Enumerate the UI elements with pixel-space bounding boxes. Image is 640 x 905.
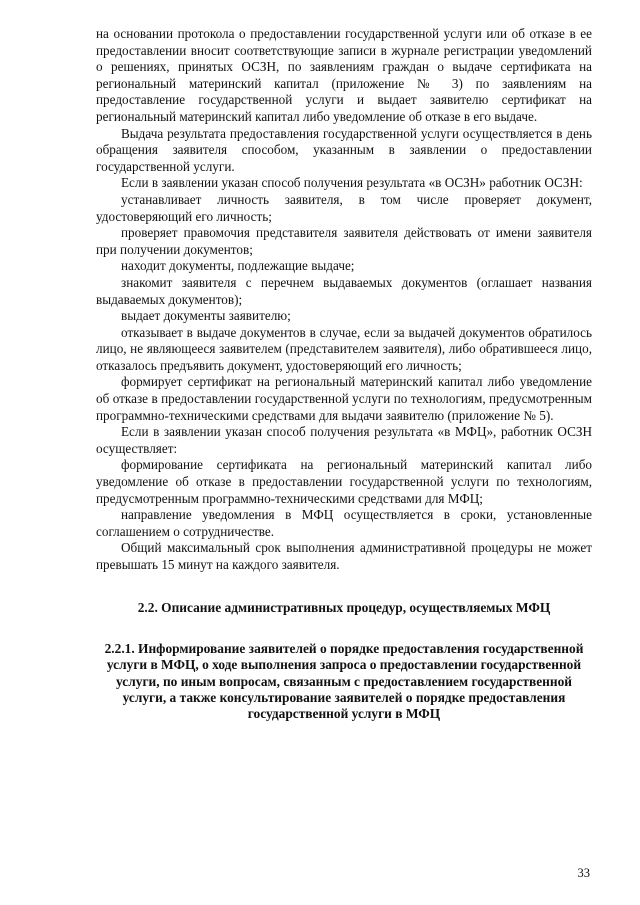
paragraph-10: формирует сертификат на региональный материнский капитал либо уведомление об отказе в предоставлении государственной услуги по технологиям, предусмотренным программно-техническими средствами для выдачи заявителю (приложение № 5). bbox=[96, 374, 592, 423]
document-body bbox=[96, 26, 592, 722]
page-number: 33 bbox=[577, 866, 590, 880]
paragraph-2: Выдача результата предоставления государственной услуги осуществляется в день обращения заявителя способом, указанным в заявлении о предоставлении государственной услуги. bbox=[96, 125, 592, 174]
paragraph-12: формирование сертификата на региональный материнский капитал либо уведомление об отказе в предоставлении государственной услуги по технологиям, предусмотренным программно-техническими средствами для МФЦ; bbox=[96, 457, 592, 506]
paragraph-4: устанавливает личность заявителя, в том числе проверяет документ, удостоверяющий его личность; bbox=[96, 191, 592, 224]
paragraph-13: направление уведомления в МФЦ осуществляется в сроки, установленные соглашением о сотрудничестве. bbox=[96, 507, 592, 539]
subsection-heading: 2.2.1. Информирование заявителей о порядке предоставления государственной услуги в МФЦ, о ходе выполнения запроса о предоставлении государственной услуги, по иным вопросам, связанным с предоставлением государственной услуги, а также консультирование заявителей о порядке предоставления государственной услуги в МФЦ bbox=[104, 641, 584, 721]
paragraph-9: отказывает в выдаче документов в случае, если за выдачей документов обратилось лицо, не являющееся заявителем (представителем заявителя), либо обратившееся лицо, отказалось предъявить документ, удостоверяющий его личность; bbox=[96, 324, 592, 373]
paragraph-11: Если в заявлении указан способ получения результата «в МФЦ», работник ОСЗН осуществляет: bbox=[96, 424, 592, 456]
paragraph-6: находит документы, подлежащие выдаче; bbox=[121, 258, 355, 274]
paragraph-5: проверяет правомочия представителя заявителя действовать от имени заявителя при получении документов; bbox=[96, 225, 592, 257]
paragraph-7: знакомит заявителя с перечнем выдаваемых документов (оглашает названия выдаваемых документов); bbox=[96, 274, 592, 307]
paragraph-1: на основании протокола о предоставлении государственной услуги или об отказе в ее предоставлении вносит соответствующие записи в журнале регистрации уведомлений о решениях, принятых ОСЗН, по заявлениям граждан о выдаче сертификата на региональный материнский капитал (приложение № 3) по заявлениям на предоставление государственной услуги и выдает заявителю сертификат на региональный материнский капитал либо уведомление об отказе в его выдаче. bbox=[96, 26, 592, 124]
paragraph-8: выдает документы заявителю; bbox=[121, 308, 291, 324]
paragraph-3: Если в заявлении указан способ получения результата «в ОСЗН» работник ОСЗН: bbox=[121, 175, 583, 191]
section-heading: 2.2. Описание административных процедур, осуществляемых МФЦ bbox=[137, 599, 551, 615]
paragraph-14: Общий максимальный срок выполнения административной процедуры не может превышать 15 минут на каждого заявителя. bbox=[96, 540, 592, 572]
